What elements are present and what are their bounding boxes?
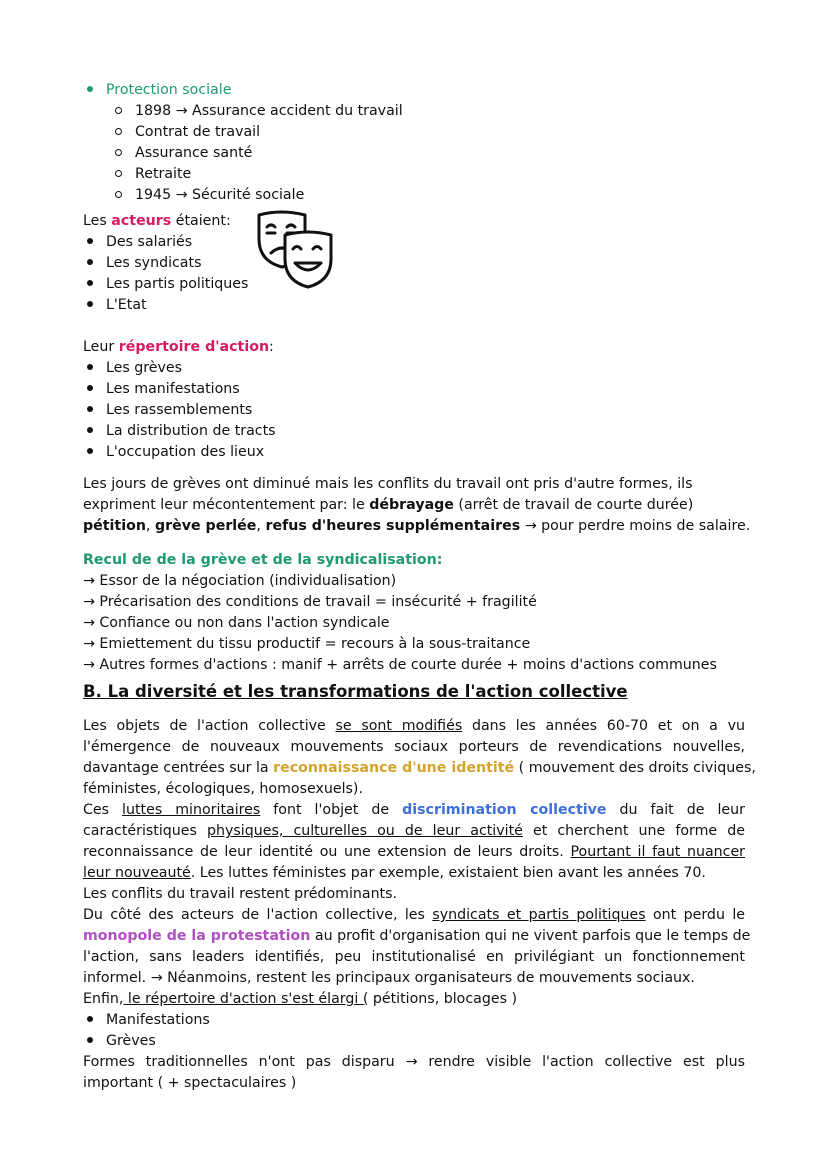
sectionb-line: l'émergence de nouveaux mouvements sociaux porteurs de revendications nouvelles,: [83, 739, 745, 755]
theater-masks-icon: [255, 209, 335, 289]
repertoire-item: L'occupation des lieux: [87, 442, 264, 463]
bullet-dot: [87, 86, 93, 92]
sectionb-line: Les objets de l'action collective se sont modifiés dans les années 60-70 et on a vu: [83, 718, 745, 734]
acteurs-intro: Les acteurs étaient:: [83, 213, 231, 229]
sectionb-line: davantage centrées sur la reconnaissance d'une identité ( mouvement des droits civiques,: [83, 760, 756, 776]
bullet-ring: [115, 107, 122, 114]
recul-item: → Précarisation des conditions de travail = insécurité + fragilité: [83, 594, 537, 610]
sectionb-line: Du côté des acteurs de l'action collective, les syndicats et partis politiques ont perdu le: [83, 907, 745, 923]
repertoire-item: Les rassemblements: [87, 400, 252, 421]
bullet-dot: [87, 301, 93, 307]
repertoire-item: La distribution de tracts: [87, 421, 276, 442]
sectionb-item: Grèves: [87, 1031, 156, 1052]
recul-item: → Autres formes d'actions : manif + arrêts de courte durée + moins d'actions communes: [83, 657, 717, 673]
bullet-dot: [87, 1016, 93, 1022]
recul-item: → Confiance ou non dans l'action syndicale: [83, 615, 390, 631]
sectionb-line: monopole de la protestation au profit d'organisation qui ne vivent parfois que le temps de: [83, 928, 751, 944]
repertoire-intro: Leur répertoire d'action:: [83, 339, 274, 355]
repertoire-item: Les grèves: [87, 358, 182, 379]
sectionb-line: féministes, écologiques, homosexuels).: [83, 781, 363, 797]
protection-item: Assurance santé: [115, 143, 252, 164]
bullet-dot: [87, 238, 93, 244]
bullet-dot: [87, 259, 93, 265]
sectionb-line: caractéristiques physiques, culturelles ou de leur activité et cherchent une forme de: [83, 823, 745, 839]
recul-item: → Essor de la négociation (individualisation): [83, 573, 397, 589]
sectionb-line: Ces luttes minoritaires font l'objet de discrimination collective du fait de leur: [83, 802, 745, 818]
sectionb-line: Formes traditionnelles n'ont pas disparu → rendre visible l'action collective est plus: [83, 1054, 745, 1070]
bullet-dot: [87, 364, 93, 370]
sectionb-line: important ( + spectaculaires ): [83, 1075, 297, 1091]
sectionb-item: Manifestations: [87, 1010, 210, 1031]
protection-item: 1945 → Sécurité sociale: [115, 185, 304, 206]
sectionb-line: informel. → Néanmoins, restent les principaux organisateurs de mouvements sociaux.: [83, 970, 695, 986]
section-b-heading: B. La diversité et les transformations de l'action collective: [83, 682, 628, 701]
para1-line: pétition, grève perlée, refus d'heures supplémentaires → pour perdre moins de salaire.: [83, 518, 751, 534]
bullet-ring: [115, 128, 122, 135]
para1-line: Les jours de grèves ont diminué mais les conflits du travail ont pris d'autre formes, ils: [83, 476, 693, 492]
sectionb-line: reconnaissance de leur identité ou une extension de leurs droits. Pourtant il faut nuancer: [83, 844, 746, 860]
bullet-dot: [87, 448, 93, 454]
recul-heading: Recul de de la grève et de la syndicalisation:: [83, 552, 443, 568]
protection-item: Contrat de travail: [115, 122, 260, 143]
protection-item: Retraite: [115, 164, 191, 185]
bullet-dot: [87, 280, 93, 286]
bullet-dot: [87, 406, 93, 412]
bullet-ring: [115, 170, 122, 177]
acteur-item: L'Etat: [87, 295, 147, 316]
recul-item: → Emiettement du tissu productif = recours à la sous-traitance: [83, 636, 531, 652]
bullet-dot: [87, 427, 93, 433]
protection-item: 1898 → Assurance accident du travail: [115, 101, 403, 122]
bullet-dot: [87, 1037, 93, 1043]
acteur-item: Des salariés: [87, 232, 192, 253]
sectionb-line: l'action, sans leaders identifiés, peu institutionalisé en privilégiant un fonctionnement: [83, 949, 745, 965]
protection-sociale-heading: Protection sociale: [87, 80, 231, 101]
bullet-dot: [87, 385, 93, 391]
sectionb-line: Les conflits du travail restent prédominants.: [83, 886, 398, 902]
acteur-item: Les partis politiques: [87, 274, 248, 295]
acteur-item: Les syndicats: [87, 253, 201, 274]
sectionb-line: Enfin, le répertoire d'action s'est élargi ( pétitions, blocages ): [83, 991, 518, 1007]
para1-line: expriment leur mécontentement par: le débrayage (arrêt de travail de courte durée): [83, 497, 694, 513]
bullet-ring: [115, 191, 122, 198]
bullet-ring: [115, 149, 122, 156]
repertoire-item: Les manifestations: [87, 379, 240, 400]
sectionb-line: leur nouveauté. Les luttes féministes par exemple, existaient bien avant les années 70.: [83, 865, 706, 881]
